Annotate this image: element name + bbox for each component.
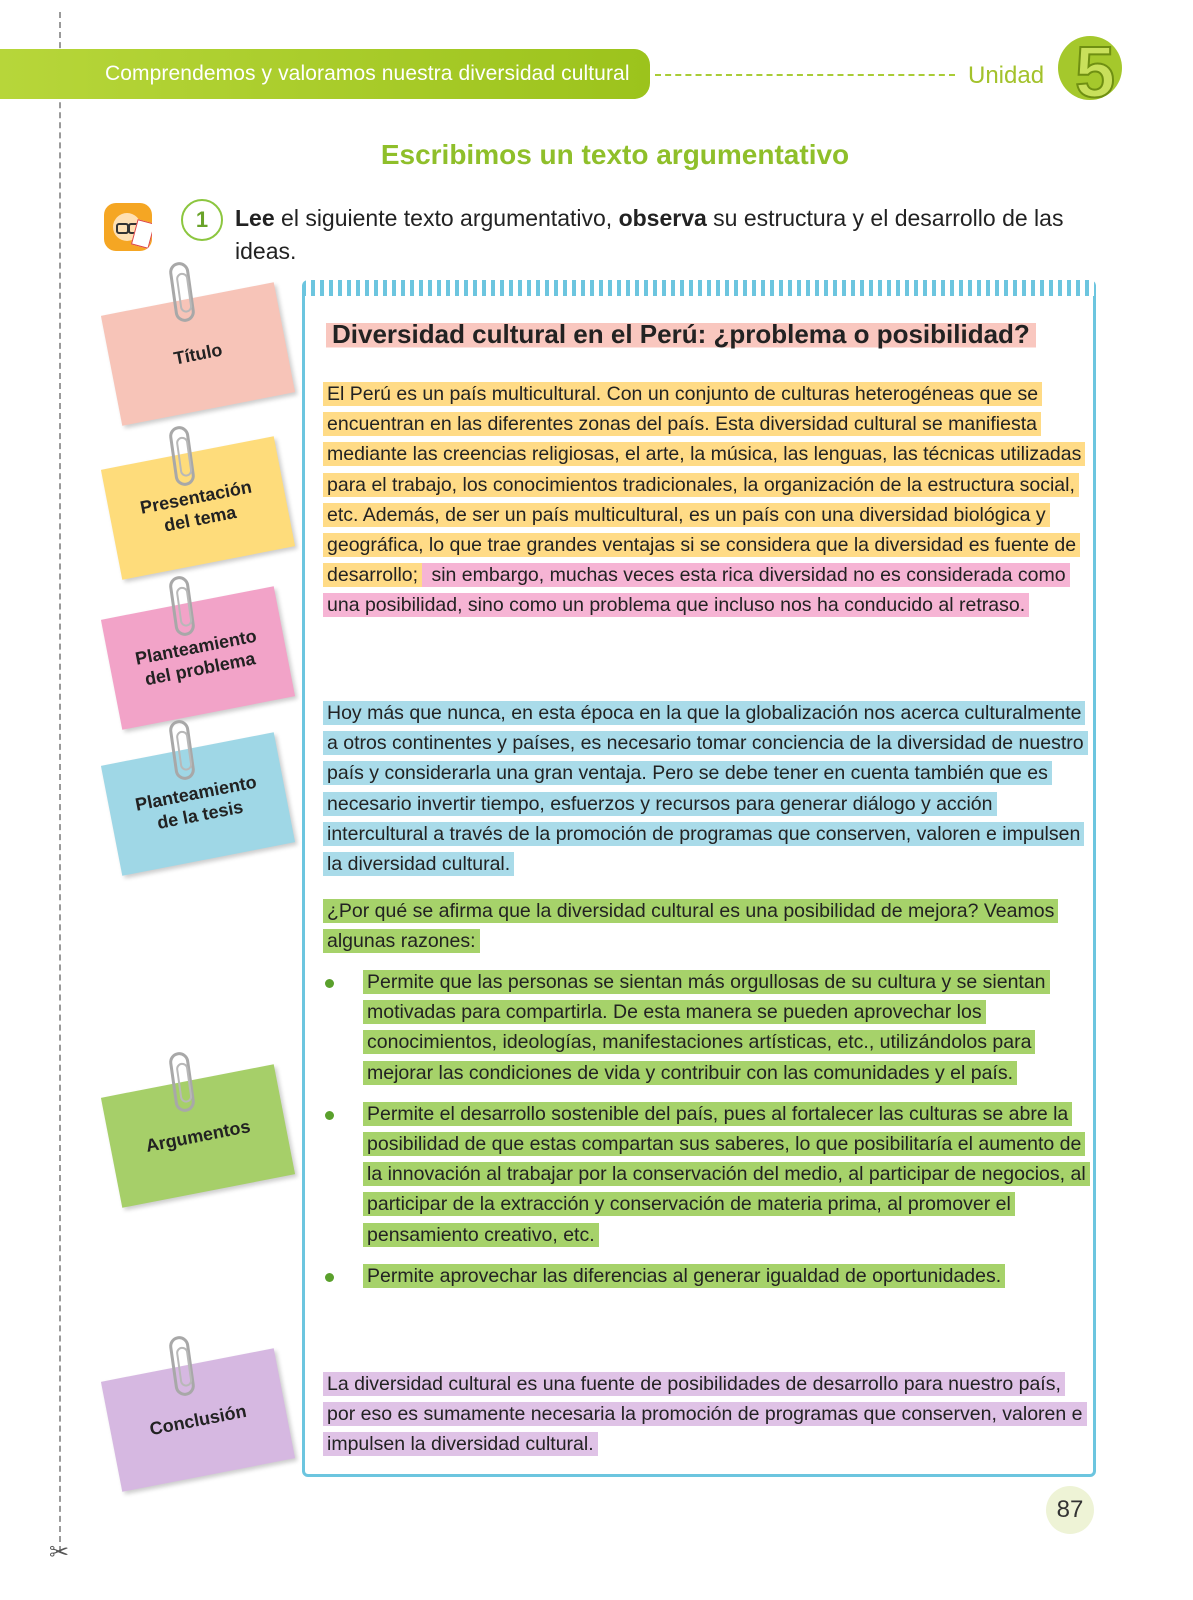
essay-title: Diversidad cultural en el Perú: ¿problema o posibilidad? bbox=[326, 318, 1036, 351]
topic-presentation-text: El Perú es un país multicultural. Con un conjunto de culturas heterogéneas que se encuentran en las diferentes zonas del país. Esta diversidad cultural se manifiesta mediante las creencias religiosas, el arte, la música, las lenguas, las técnicas utilizadas para el trabajo, los conocimientos tradicionales, la organización de la estructura social, etc. Además, de ser un país multicultural, es un país con una diversidad biológica y geográfica, lo que trae grandes ventajas si se considera que la diversidad es fuente de desarrollo; bbox=[323, 382, 1085, 587]
scissors-icon: ✂ bbox=[49, 1538, 70, 1566]
note-planteamiento-de-la-tesis: Planteamiento de la tesis bbox=[101, 732, 295, 876]
bullet-icon bbox=[325, 1111, 334, 1120]
essay-conclusion-paragraph bbox=[323, 1369, 1088, 1460]
student-reading-icon bbox=[104, 203, 152, 251]
list-item bbox=[323, 967, 1088, 1088]
note-conclusion: Conclusión bbox=[101, 1348, 295, 1492]
unit-number: 5 bbox=[1074, 33, 1116, 113]
argument-text: Permite aprovechar las diferencias al generar igualdad de oportunidades. bbox=[363, 1264, 1005, 1288]
notepad-binding bbox=[302, 280, 1096, 296]
list-item bbox=[323, 1099, 1088, 1250]
note-titulo: Título bbox=[101, 282, 295, 426]
cut-line bbox=[59, 12, 61, 1552]
note-argumentos: Argumentos bbox=[101, 1064, 295, 1208]
header-divider bbox=[655, 74, 955, 76]
page-number: 87 bbox=[1046, 1486, 1094, 1534]
list-item bbox=[323, 1261, 1088, 1291]
argument-text: Permite que las personas se sientan más orgullosas de su cultura y se sientan motivadas para compartirla. De esta manera se pueden aprovechar los conocimientos, ideologías, manifestaciones artísticas, etc., utilizándolos para mejorar las condiciones de vida y contribuir con las comunidades y el país. bbox=[363, 970, 1050, 1085]
problem-statement-text: sin embargo, muchas veces esta rica diversidad no es considerada como una posibilidad, sino como un problema que incluso nos ha conducido al retraso. bbox=[323, 563, 1070, 617]
argument-text: Permite el desarrollo sostenible del país, pues al fortalecer las culturas se abre la posibilidad de que estas compartan sus saberes, lo que posibilitaría el aumento de la innovación al trabajar por la conservación del medio, al participar de negocios, al participar de la extracción y conservación de materia prima, al promover el pensamiento creativo, etc. bbox=[363, 1102, 1090, 1247]
question-text: ¿Por qué se afirma que la diversidad cultural es una posibilidad de mejora? Veamos algunas razones: bbox=[323, 899, 1058, 953]
note-planteamiento-del-problema: Planteamiento del problema bbox=[101, 586, 295, 730]
arguments-list bbox=[323, 967, 1088, 1291]
activity-instruction: Lee el siguiente texto argumentativo, observa su estructura y el desarrollo de las ideas. bbox=[235, 205, 1064, 264]
unit-title: Comprendemos y valoramos nuestra diversidad cultural bbox=[105, 62, 630, 85]
unit-label: Unidad bbox=[968, 62, 1045, 89]
note-presentacion-del-tema: Presentación del tema bbox=[101, 436, 295, 580]
page-heading: Escribimos un texto argumentativo bbox=[380, 139, 850, 170]
activity-number: 1 bbox=[181, 199, 223, 241]
bullet-icon bbox=[325, 1273, 334, 1282]
essay-question-paragraph bbox=[323, 896, 1088, 956]
conclusion-text: La diversidad cultural es una fuente de posibilidades de desarrollo para nuestro país, por eso es sumamente necesaria la promoción de programas que conserven, valoren e impulsen la diversidad cultural. bbox=[323, 1372, 1087, 1456]
essay-presentation-paragraph bbox=[323, 379, 1088, 621]
thesis-text: Hoy más que nunca, en esta época en la que la globalización nos acerca culturalmente a otros continentes y países, es necesario tomar conciencia de la diversidad de nuestro país y considerarla una gran ventaja. Pero se debe tener en cuenta también que es necesario invertir tiempo, esfuerzos y recursos para generar diálogo y acción intercultural a través de la promoción de programas que conserven, valoren e impulsen la diversidad cultural. bbox=[323, 701, 1088, 876]
bullet-icon bbox=[325, 979, 334, 988]
essay-thesis-paragraph bbox=[323, 698, 1088, 879]
